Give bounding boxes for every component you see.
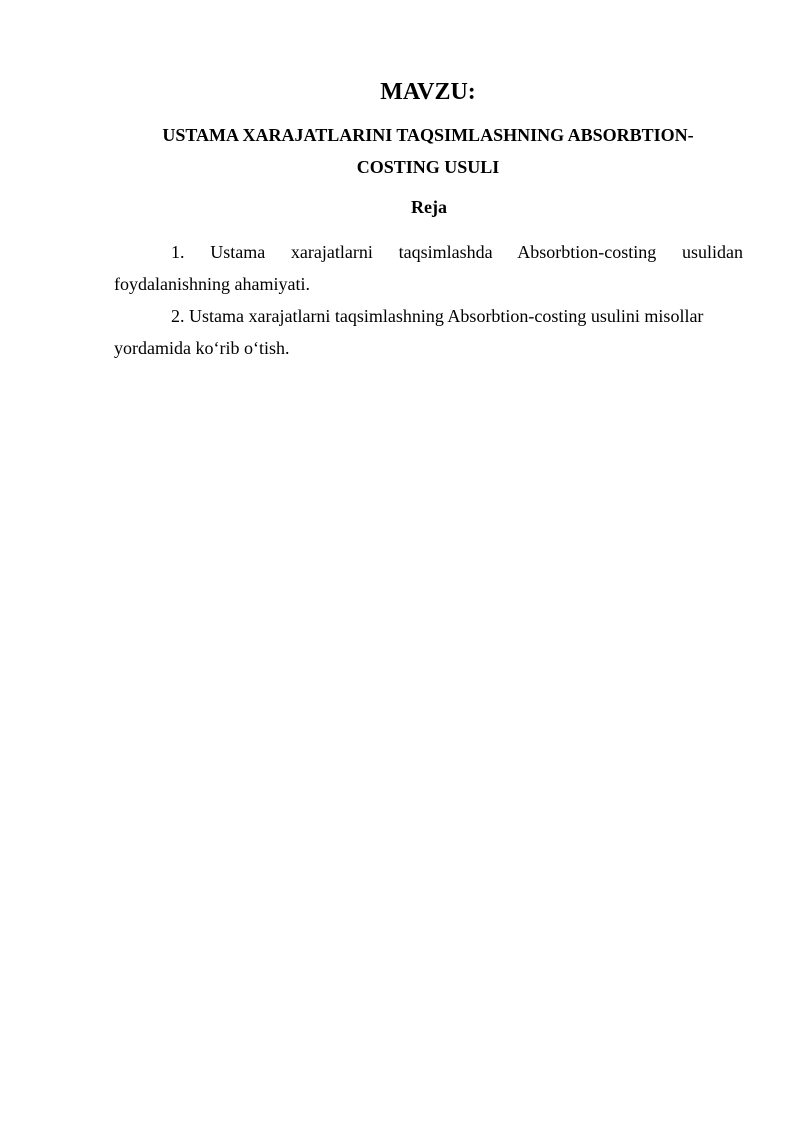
plan-list <box>114 236 743 364</box>
topic-heading: MAVZU: <box>380 79 476 105</box>
document-title <box>0 119 800 183</box>
plan-heading: Reja <box>411 197 447 217</box>
document-title-line-2: COSTING USULI <box>356 157 500 177</box>
plan-item-1: 1. Ustama xarajatlarni taqsimlashda Absorbtion-costing usulidan foydalanishning ahamiyati. <box>114 242 743 294</box>
document-title-line-1: USTAMA XARAJATLARINI TAQSIMLASHNING ABSORBTION- <box>162 125 694 145</box>
plan-item-2: 2. Ustama xarajatlarni taqsimlashning Absorbtion-costing usulini misollar yordamida ko‘rib o‘tish. <box>114 306 704 358</box>
